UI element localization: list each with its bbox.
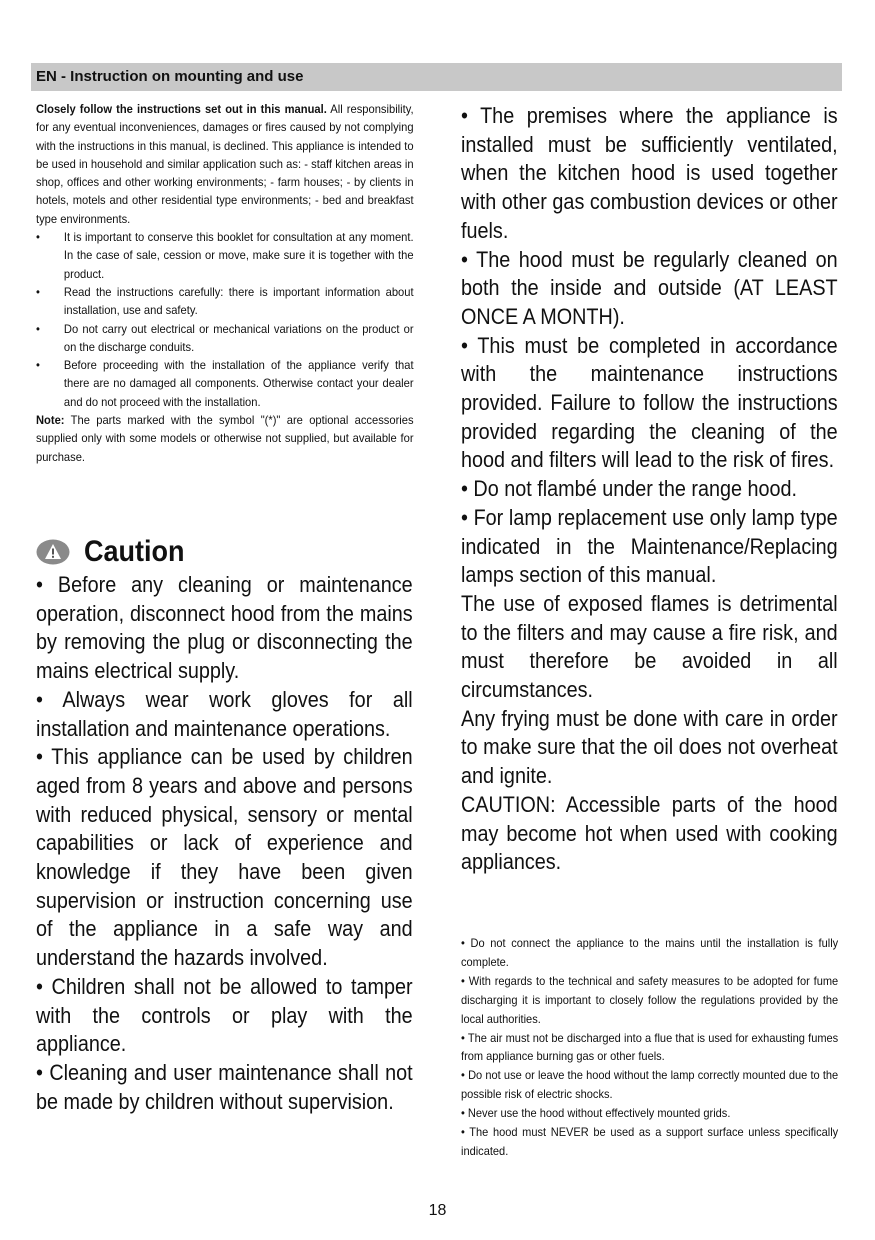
safety-paragraph: • The premises where the appliance is installed must be sufficiently ventilated, when the kitchen hood is used together with other gas combustion devices or other fuels. (461, 103, 838, 243)
safety-paragraph: The use of exposed flames is detrimental to the filters and may cause a fire risk, and must therefore be avoided in all circumstances. (461, 590, 838, 703)
page-number: 18 (428, 1202, 447, 1219)
caution-paragraph: • This appliance can be used by children aged from 8 years and above and persons with reduced physical, sensory or mental capabilities or lack of experience and knowledge if they have been given supervision or instruction concerning use of the appliance in a safe way and understand the hazards involved. (36, 744, 413, 971)
safety-paragraph: • The hood must be regularly cleaned on both the inside and outside (AT LEAST ONCE A MONTH). (461, 246, 838, 329)
caution-paragraph: • Always wear work gloves for all installation and maintenance operations. (36, 686, 413, 741)
right-small-notes (461, 934, 838, 1161)
safety-paragraph: CAUTION: Accessible parts of the hood may become hot when used with cooking appliances. (461, 791, 838, 875)
caution-block (36, 571, 413, 1116)
caution-heading (36, 530, 196, 574)
safety-paragraph: • This must be completed in accordance with the maintenance instructions provided. Failure to follow the instructions provided regarding the cleaning of the hood and filters will lead to the risk of fires. (461, 332, 838, 473)
intro-bullet-list (36, 228, 414, 411)
safety-paragraph: Any frying must be done with care in order to make sure that the oil does not overheat and ignite. (461, 705, 838, 789)
note-paragraph (36, 411, 414, 466)
safety-paragraph: • Do not flambé under the range hood. (461, 476, 798, 502)
right-safety-block (461, 102, 838, 877)
caution-paragraph: • Before any cleaning or maintenance operation, disconnect hood from the mains by removing the plug or disconnecting the mains electrical supply. (36, 572, 413, 684)
caution-paragraph: • Cleaning and user maintenance shall not be made by children without supervision. (36, 1059, 413, 1114)
note-item: • The air must not be discharged into a flue that is used for exhausting fumes from appliance burning gas or other fuels. (461, 1030, 839, 1064)
list-item: • It is important to conserve this booklet for consultation at any moment. In the case of sale, cession or move, make sure it is together with the product. (36, 228, 414, 283)
note-item: • Do not use or leave the hood without the lamp correctly mounted due to the possible risk of electric shocks. (461, 1068, 839, 1102)
list-item: • Before proceeding with the installation of the appliance verify that there are no damaged all components. Otherwise contact your dealer and do not proceed with the installation. (36, 356, 414, 411)
note-item: • Do not connect the appliance to the mains until the installation is fully complete. (461, 936, 839, 969)
intro-paragraph (36, 100, 414, 228)
left-intro-block (36, 100, 414, 466)
note-item: • Never use the hood without effectively mounted grids. (461, 1106, 731, 1121)
list-item: • Do not carry out electrical or mechanical variations on the product or on the discharge conduits. (36, 320, 414, 357)
intro-bold: Closely follow the instructions set out in this manual. (36, 102, 327, 116)
list-item: • Read the instructions carefully: there is important information about installation, use and safety. (36, 283, 414, 320)
note-item: • With regards to the technical and safety measures to be adopted for fume discharging it is important to closely follow the regulations provided by the local authorities. (461, 973, 839, 1026)
note-label: Note: (36, 413, 65, 428)
note-item: • The hood must NEVER be used as a support surface unless specifically indicated. (461, 1125, 839, 1158)
section-header (31, 63, 842, 91)
section-header-title: EN - Instruction on mounting and use (36, 68, 304, 85)
safety-paragraph: • For lamp replacement use only lamp type indicated in the Maintenance/Replacing lamps section of this manual. (461, 504, 838, 588)
caution-paragraph: • Children shall not be allowed to tamper with the controls or play with the appliance. (36, 973, 413, 1057)
note-text: The parts marked with the symbol "(*)" are optional accessories supplied only with some models or otherwise not supplied, but available for purchase. (36, 413, 414, 464)
warning-icon (36, 539, 70, 565)
caution-title: Caution (84, 535, 185, 568)
intro-text: All responsibility, for any eventual inconveniences, damages or fires caused by not complying with the instructions in this manual, is declined. This appliance is intended to be used in household and similar application such as: - staff kitchen areas in shop, offices and other working environments; - farm houses; - by clients in hotels, motels and other residential type environments; - bed and breakfast type environments. (36, 102, 414, 226)
